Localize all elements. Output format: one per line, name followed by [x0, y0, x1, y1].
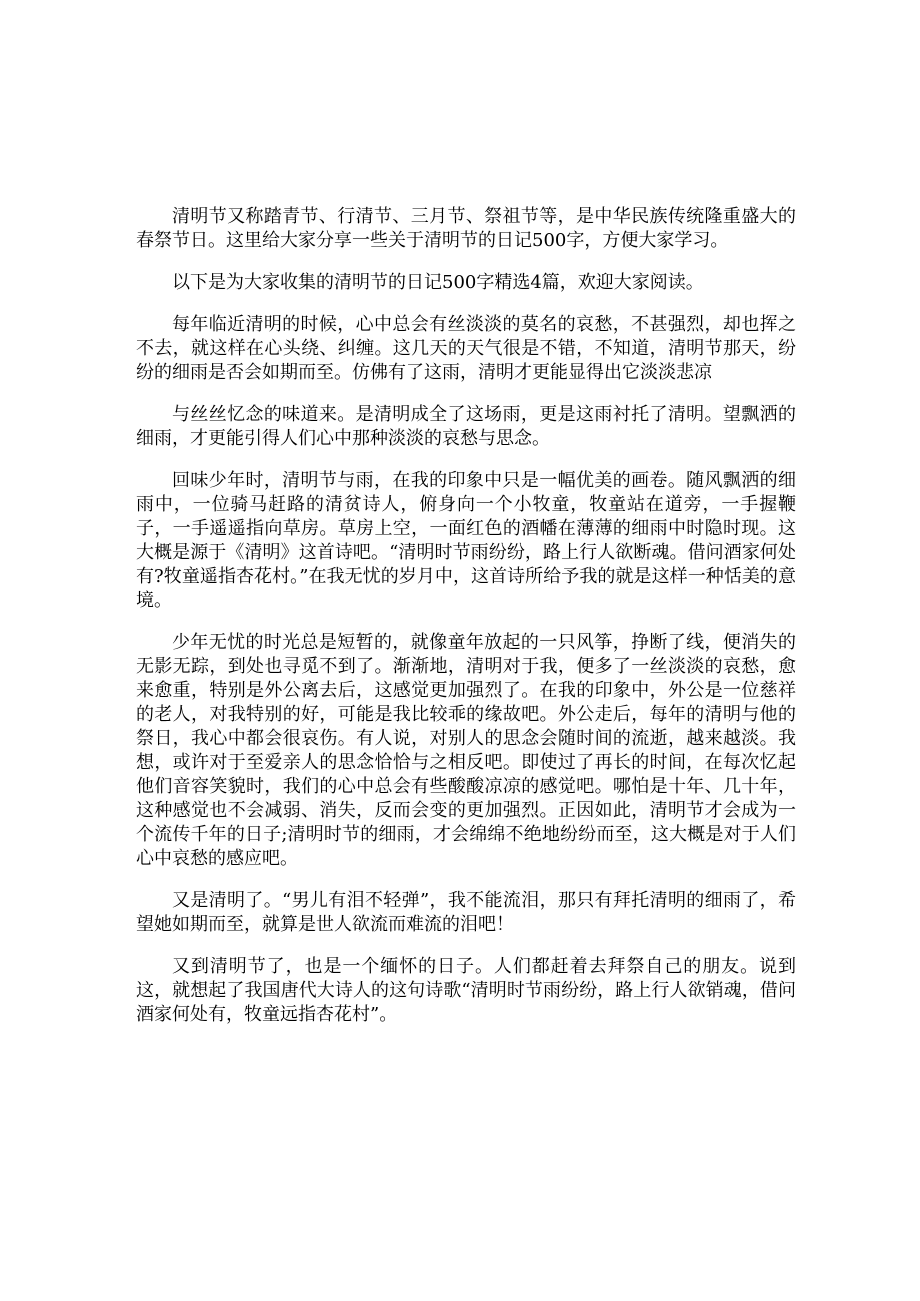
paragraph-collection-note: 以下是为大家收集的清明节的日记500字精选4篇，欢迎大家阅读。: [172, 272, 704, 293]
document-body: [136, 205, 796, 1045]
paragraph-tears: 又是清明了。“男儿有泪不轻弹”，我不能流泪，那只有拜托清明的细雨了，希望她如期而至，就算是世人欲流而难流的泪吧！: [136, 890, 796, 935]
paragraph-diary-1-part-1: 每年临近清明的时候，心中总会有丝淡淡的莫名的哀愁，不甚强烈，却也挥之不去，就这样在心头绕、纠缠。这几天的天气很是不错，不知道，清明节那天，纷纷的细雨是否会如期而至。仿佛有了这雨，清明才更能显得出它淡淡悲凉: [136, 314, 796, 383]
paragraph-diary-1-part-2: 与丝丝忆念的味道来。是清明成全了这场雨，更是这雨衬托了清明。望飘洒的细雨，才更能引得人们心中那种淡淡的哀愁与思念。: [136, 404, 796, 449]
paragraph-childhood-memory: 回味少年时，清明节与雨，在我的印象中只是一幅优美的画卷。随风飘洒的细雨中，一位骑马赶路的清贫诗人，俯身向一个小牧童，牧童站在道旁，一手握鞭子，一手遥遥指向草房。草房上空，一面红色的酒幡在薄薄的细雨中时隐时现。这大概是源于《清明》这首诗吧。“清明时节雨纷纷，路上行人欲断魂。借问酒家何处有?牧童遥指杏花村。”在我无忧的岁月中，这首诗所给予我的就是这样一种恬美的意境。: [136, 470, 796, 611]
paragraph-intro: 清明节又称踏青节、行清节、三月节、祭祖节等，是中华民族传统隆重盛大的春祭节日。这里给大家分享一些关于清明节的日记500字，方便大家学习。: [136, 206, 796, 251]
paragraph-grandfather-memory: 少年无忧的时光总是短暂的，就像童年放起的一只风筝，挣断了线，便消失的无影无踪，到处也寻觅不到了。渐渐地，清明对于我，便多了一丝淡淡的哀愁，愈来愈重，特别是外公离去后，这感觉更加强烈了。在我的印象中，外公是一位慈祥的老人，对我特别的好，可能是我比较乖的缘故吧。外公走后，每年的清明与他的祭日，我心中都会很哀伤。有人说，对别人的思念会随时间的流逝，越来越淡。我想，或许对于至爱亲人的思念恰恰与之相反吧。即使过了再长的时间，在每次忆起他们音容笑貌时，我们的心中总会有些酸酸凉凉的感觉吧。哪怕是十年、几十年，这种感觉也不会减弱、消失，反而会变的更加强烈。正因如此，清明节才会成为一个流传千年的日子;清明时节的细雨，才会绵绵不绝地纷纷而至，这大概是对于人们心中哀愁的感应吧。: [136, 632, 796, 869]
paragraph-tang-poem: 又到清明节了，也是一个缅怀的日子。人们都赶着去拜祭自己的朋友。说到这，就想起了我国唐代大诗人的这句诗歌“清明时节雨纷纷，路上行人欲销魂，借问酒家何处有，牧童远指杏花村”。: [136, 956, 796, 1025]
